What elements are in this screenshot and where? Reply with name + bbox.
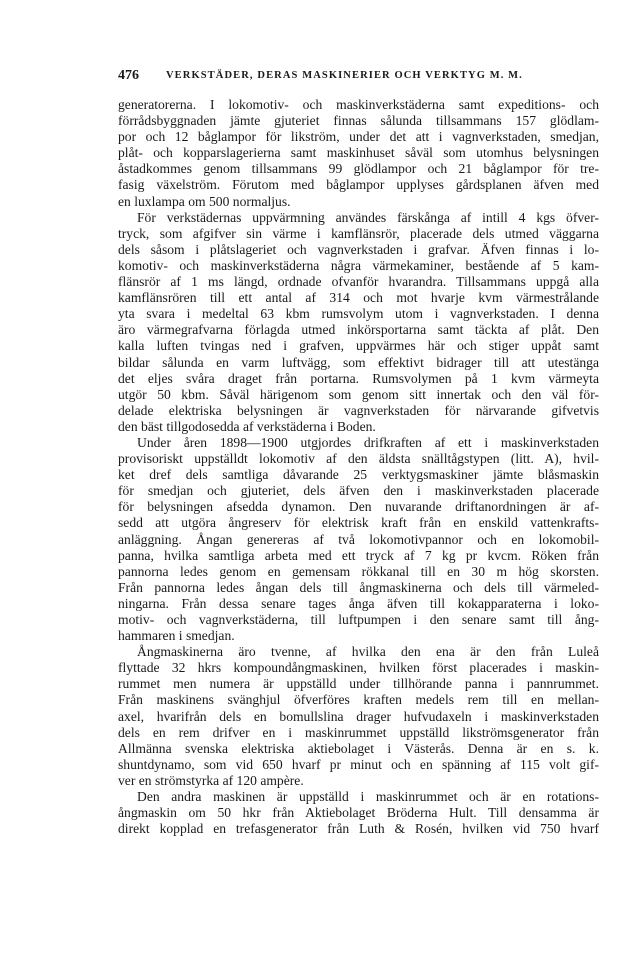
paragraph bbox=[118, 789, 599, 837]
paragraph bbox=[118, 97, 599, 210]
body-text bbox=[118, 97, 599, 837]
text-line: För verkstädernas uppvärmning användes färskånga af intill 4 kgs öfver- bbox=[137, 209, 599, 225]
text-line: yta svara i medeltal 63 kbm rumsvolym utom i vagnverkstaden. I denna bbox=[118, 306, 599, 322]
text-line: den bäst tillgodosedda af verkstäderna i Boden. bbox=[118, 418, 376, 434]
text-line: hammaren i smedjan. bbox=[118, 628, 235, 644]
text-line: rummet men numera är uppställd under tillhörande panna i pannrummet. bbox=[118, 676, 599, 692]
paragraph bbox=[118, 210, 599, 435]
text-line: ångmaskin om 50 hkr från Aktiebolaget Bröderna Hult. Till densamma är bbox=[118, 805, 599, 821]
text-line: pannorna ledes genom en gemensam rökkanal till en 30 m hög skorsten. bbox=[118, 563, 599, 579]
text-line: för smedjan och gjuteriet, dels äfven den i maskinverkstaden placerade bbox=[118, 483, 599, 499]
text-line: för belysningen afsedda dynamon. Den nuvarande driftanordningen är af- bbox=[118, 499, 599, 515]
running-title: VERKSTÄDER, DERAS MASKINERIER OCH VERKTYG M. M. bbox=[166, 70, 523, 81]
text-line: por och 12 båglampor för likström, under det att i vagnverkstaden, smedjan, bbox=[118, 129, 599, 145]
text-line: delade elektriska belysningen är vagnverkstaden för närvarande gifvetvis bbox=[118, 402, 599, 418]
text-line: fasig växelström. Förutom med båglampor upplyses gårdsplanen äfven med bbox=[118, 177, 599, 193]
text-line: shuntdynamo, som vid 650 hvarf pr minut och en spänning af 115 volt gif- bbox=[118, 756, 599, 772]
text-line: ningarna. Från dessa senare tages ånga äfven till kokapparaterna i loko- bbox=[118, 595, 599, 611]
text-line: anläggning. Ångan genereras af två lokomotivpannor och en lokomobil- bbox=[118, 531, 599, 547]
text-line: generatorerna. I lokomotiv- och maskinverkstäderna samt expeditions- och bbox=[118, 97, 599, 112]
text-line: åstadkommes genom tillsammans 99 glödlampor och 21 båglampor för tre- bbox=[118, 161, 599, 177]
text-line: Från pannorna ledes ångan dels till ångmaskinerna och dels till värmeled- bbox=[118, 579, 599, 595]
text-line: det eljes svåra draget från portarna. Rumsvolymen på 1 kvm värmeyta bbox=[118, 370, 599, 386]
text-line: panna, hvilka samtliga arbeta med ett tryck af 7 kg pr kvcm. Röken från bbox=[118, 547, 599, 563]
text-line: äro värmegrafvarna förlagda utmed inkörsportarna samt täckta af plåt. Den bbox=[118, 322, 599, 338]
text-line: en luxlampa om 500 normaljus. bbox=[118, 193, 291, 209]
text-line: kamflänsrören till ett antal af 314 och mot hvarje kvm värmestrålande bbox=[118, 290, 599, 306]
text-line: Från maskinens svänghjul öfverföres kraften medels rem till en mellan- bbox=[118, 692, 599, 708]
text-line: Allmänna svenska elektriska aktiebolaget i Västerås. Denna är en s. k. bbox=[118, 740, 599, 756]
text-line: förrådsbyggnaden jämte gjuteriet finnas sålunda tillsammans 157 glödlam- bbox=[118, 113, 599, 129]
paragraph bbox=[118, 435, 599, 644]
text-line: kalla luften tvingas ned i grafven, uppvärmes här och stiger uppåt samt bbox=[118, 338, 599, 354]
page-header bbox=[118, 68, 598, 86]
text-line: motiv- och vagnverkstäderna, till luftpumpen i den senare samt till ång- bbox=[118, 612, 599, 627]
text-line: ver en strömstyrka af 120 ampère. bbox=[118, 772, 304, 788]
text-line: tryck, som afgifver sin värme i kamflänsrör, placerade dels utmed väggarna bbox=[118, 225, 599, 241]
text-line: Den andra maskinen är uppställd i maskinrummet och är en rotations- bbox=[137, 789, 599, 805]
text-line: bildar sålunda en varm luftvägg, som effektivt bidrager till att utestänga bbox=[118, 354, 599, 370]
text-line: flyttade 32 hkrs kompoundångmaskinen, hvilken först placerades i maskin- bbox=[118, 660, 599, 676]
text-line: dels såsom i plåtslageriet och vagnverkstaden i grafvar. Äfven finnas i lo- bbox=[118, 241, 599, 257]
text-line: dels en rem drifver en i maskinrummet uppställd likströmsgenerator från bbox=[118, 724, 599, 740]
text-line: provisoriskt uppställdt lokomotiv af den äldsta snälltågstypen (litt. A), hvil- bbox=[118, 451, 599, 467]
text-line: Under åren 1898—1900 utgjordes drifkraften af ett i maskinverkstaden bbox=[137, 434, 599, 450]
text-line: direkt kopplad en trefasgenerator från Luth & Rosén, hvilken vid 750 hvarf bbox=[118, 821, 599, 837]
text-line: ket dref dels samtliga dåvarande 25 verktygsmaskiner jämte blåsmaskin bbox=[118, 467, 599, 483]
text-line: plåt- och kopparslagerierna samt maskinhuset såväl som utomhus belysningen bbox=[118, 145, 599, 161]
text-line: komotiv- och maskinverkstäderna några värmekaminer, bestående af 5 kam- bbox=[118, 257, 599, 273]
text-line: flänsrör af 1 ms längd, ordnade ofvanför hvarandra. Tillsammans uppgå alla bbox=[118, 274, 599, 290]
paragraph bbox=[118, 644, 599, 789]
page-number: 476 bbox=[118, 68, 139, 83]
text-line: utgör 50 kbm. Såväl härigenom som genom sitt innertak och den väl för- bbox=[118, 386, 599, 402]
text-line: axel, hvarifrån dels en bomullslina drager hufvudaxeln i maskinverkstaden bbox=[118, 708, 599, 724]
text-line: Ångmaskinerna äro tvenne, af hvilka den ena är den från Luleå bbox=[137, 644, 599, 660]
text-line: sedd att utgöra ångreserv för elektrisk kraft från en enskild vattenkrafts- bbox=[118, 515, 599, 531]
